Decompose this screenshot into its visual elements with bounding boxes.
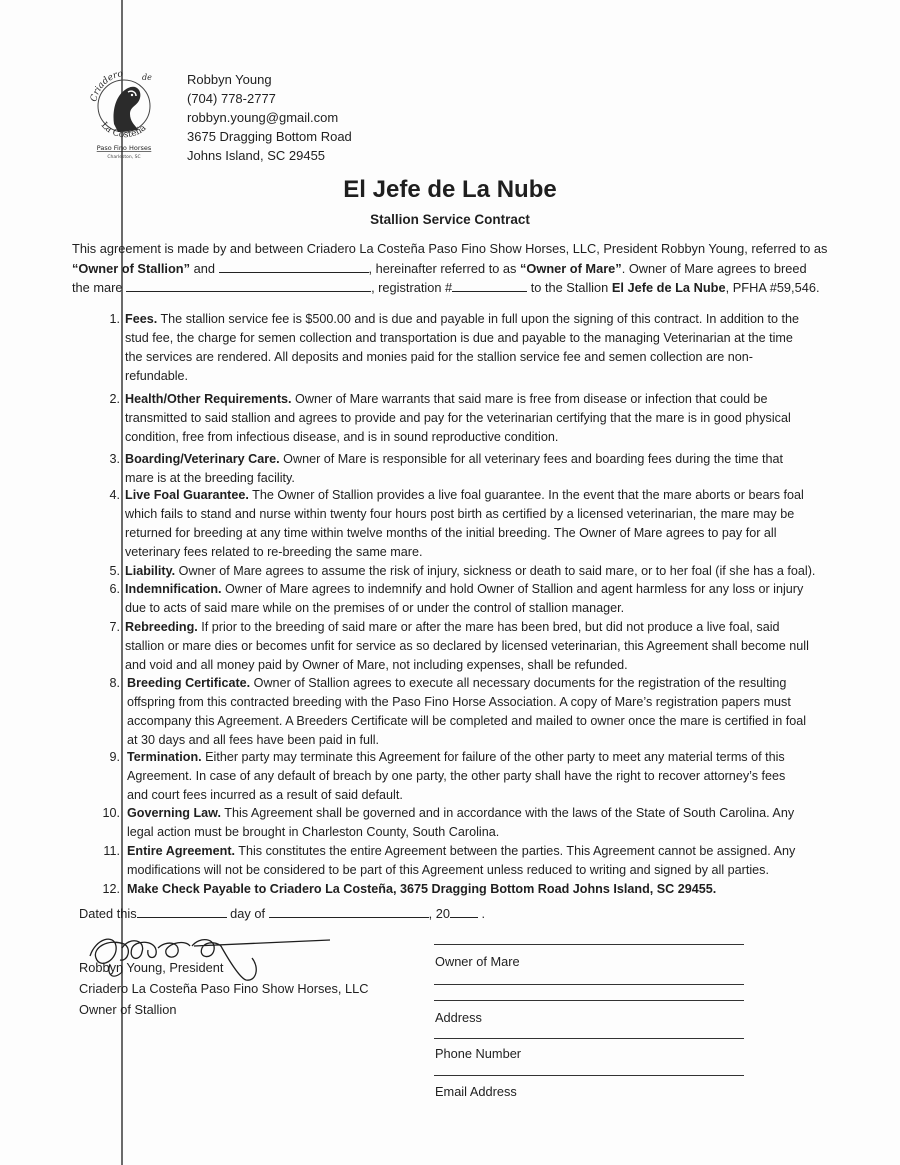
clause-line: which fails to stand and nurse within twenty four hours post birth as certified by a licensed veterinarian, the mare may be [125,507,795,521]
dated-text: Dated this [79,906,137,921]
dated-text: day of [226,906,269,921]
document-subtitle: Stallion Service Contract [370,212,530,227]
clause-line: Either party may terminate this Agreement for failure of the other party to meet any material terms of this [201,750,785,764]
clause-line: legal action must be brought in Charleston County, South Carolina. [127,825,500,839]
clause-heading: Termination. [127,750,202,764]
farm-logo [84,62,164,174]
address-line-1[interactable] [434,984,744,985]
clause-body [125,310,850,386]
clause-number: 7. [109,620,120,634]
clause-body [125,580,850,618]
address-line-2[interactable] [434,1000,744,1001]
clause-line: Owner of Mare is responsible for all veterinary fees and boarding fees during the time that [279,452,784,466]
intro-text: , registration # [371,280,453,295]
clause-line: modifications will not be considered to be part of this Agreement unless reduced to writing and signed by all parties. [127,863,769,877]
address-label: Address [435,1010,482,1025]
clause-line: returned for breeding at any time within twelve months of the initial breeding. The Owner of Mare agrees to pay for all [125,526,777,540]
clause-heading: Health/Other Requirements. [125,392,292,406]
intro-text: to the Stallion [527,280,612,295]
clause-line: stallion or mare dies or becomes unfit for service as so declared by licensed veterinarian, this Agreement shall become null [125,639,809,653]
intro-text: and [190,260,219,276]
intro-line-3 [72,278,842,298]
clause-number: 6. [109,582,120,596]
intro-text: . Owner of Mare agrees to breed [621,260,807,276]
contact-city: Johns Island, SC 29455 [187,148,326,163]
clause-line: due to acts of said mare while on the premises of or under the control of stallion manager. [125,601,625,615]
clause-line: If prior to the breeding of said mare or after the mare has been bred, but did not produce a live foal, said [197,620,780,634]
stallion-name: El Jefe de La Nube [611,280,726,295]
clause-line: The Owner of Stallion provides a live foal guarantee. In the event that the mare aborts or bears foal [248,488,804,502]
owner-of-mare-term: “Owner of Mare” [520,260,622,276]
registration-number-blank[interactable] [452,279,527,292]
clause-heading: Liability. [125,564,176,578]
year-blank[interactable] [450,905,478,918]
logo-arc-bottom: La Costeña [98,120,149,141]
clause-body [127,748,852,805]
owner-of-mare-signature-line[interactable] [434,944,744,945]
clause-line: This Agreement shall be governed and in accordance with the laws of the State of South Carolina. Any [221,806,795,820]
clause-number: 1. [109,312,120,326]
intro-paragraph [72,239,842,298]
owner-of-mare-label: Owner of Mare [435,954,520,969]
phone-line[interactable] [434,1038,744,1039]
signer-role: Owner of Stallion [79,1002,177,1017]
clause-number: 3. [109,452,120,466]
clause-line: and void and all money paid by Owner of Mare, not including expenses, shall be refunded. [125,658,628,672]
clause-heading: Indemnification. [125,582,222,596]
clause-line: condition, free from infectious disease, and is in sound reproductive condition. [125,430,559,444]
logo-arc-top: Criadero [89,69,124,103]
clause-body [127,674,852,750]
clause-line: refundable. [125,369,189,383]
clause-number: 10. [102,806,120,820]
clause-number: 8. [109,676,120,690]
clause-heading: Make Check Payable to Criadero La Costeña, 3675 Dragging Bottom Road Johns Island, SC 29455. [127,882,717,896]
stallion-owner-signature-block [79,957,369,1020]
clause-body [125,390,850,447]
clause-line: transmitted to said stallion and agrees to provide and pay for the veterinarian certifying that the mare is in good physical [125,411,791,425]
clause-line: at 30 days and all fees have been paid in full. [127,733,380,747]
intro-line-1: This agreement is made by and between Criadero La Costeña Paso Fino Show Horses, LLC, President Robbyn Young, referred to as [72,241,828,256]
intro-text: , PFHA #59,546. [725,280,820,295]
clause-line: and court fees incurred as a result of said default. [127,788,403,802]
contact-email: robbyn.young@gmail.com [187,110,339,125]
owner-of-stallion-term: “Owner of Stallion” [72,260,191,276]
logo-arc-top-end: de [142,73,152,82]
email-label: Email Address [435,1084,517,1099]
mare-name-blank[interactable] [126,279,371,292]
clause-line: Owner of Mare agrees to indemnify and hold Owner of Stallion and agent harmless for any loss or injury [221,582,804,596]
document-title: El Jefe de La Nube [343,176,557,203]
clause-line: veterinary fees related to re-breeding the same mare. [125,545,423,559]
clause-line: offspring from this contracted breeding with the Paso Fino Horse Association. A copy of Mare’s registration papers must [127,695,791,709]
clause-line: the services are rendered. All deposits and monies paid for the stallion service fee and semen collection are non- [125,350,753,364]
clause-line: Agreement. In case of any default of breach by one party, the other party shall have the right to recover attorney’s fees [127,769,786,783]
clause-number: 11. [103,844,120,858]
clause-body [125,486,850,562]
logo-small-text: Charleston, SC [107,155,141,160]
intro-line-2 [72,259,842,279]
clause-line: This constitutes the entire Agreement between the parties. This Agreement cannot be assigned. Any [235,844,796,858]
clause-line: stud fee, the charge for semen collection and transportation is due and payable to the managing Veterinarian at the time [125,331,793,345]
clause-heading: Fees. [125,312,158,326]
clause-heading: Boarding/Veterinary Care. [125,452,280,466]
clause-heading: Governing Law. [127,806,221,820]
contact-phone: (704) 778-2777 [187,91,276,106]
clause-number: 4. [109,488,120,502]
clause-body [125,450,850,488]
month-blank[interactable] [269,905,429,918]
clause-heading: Rebreeding. [125,620,198,634]
clause-heading: Live Foal Guarantee. [125,488,249,502]
clause-line: mare is at the breeding facility. [125,471,295,485]
contact-name: Robbyn Young [187,72,272,87]
contact-block [187,70,352,165]
dated-text: . [477,906,486,921]
clause-number: 5. [109,564,120,578]
mare-owner-name-blank[interactable] [219,260,369,273]
contact-street: 3675 Dragging Bottom Road [187,129,352,144]
clause-heading: Entire Agreement. [127,844,236,858]
clause-number: 9. [109,750,120,764]
signer-name: Robbyn Young, President [79,960,224,975]
clause-body [125,562,850,581]
signer-company: Criadero La Costeña Paso Fino Show Horses, LLC [79,981,369,996]
email-line[interactable] [434,1075,744,1076]
clause-body [127,804,852,842]
logo-tagline: Paso Fino Horses [96,144,152,152]
phone-label: Phone Number [435,1046,522,1061]
clause-heading: Breeding Certificate. [127,676,251,690]
clause-line: Owner of Mare agrees to assume the risk of injury, sickness or death to said mare, or to her foal (if she has a foal). [175,564,816,578]
day-blank[interactable] [137,905,227,918]
dated-text: , 20 [428,906,450,921]
intro-text: the mare [72,280,127,295]
clause-number: 12. [102,882,120,896]
intro-text: , hereinafter referred to as [368,260,521,276]
clause-number: 2. [109,392,120,406]
clause-line: accompany this Agreement. A Breeders Certificate will be completed and mailed to owner once the mare is certified in foal [127,714,807,728]
clause-line: Owner of Stallion agrees to execute all necessary documents for the registration of the resulting [250,676,787,690]
clause-body [127,842,852,880]
clause-body [125,618,850,675]
clause-line: The stallion service fee is $500.00 and is due and payable in full upon the signing of this contract. In addition to the [157,312,799,326]
clause-body [127,880,852,899]
clause-line: Owner of Mare warrants that said mare is free from disease or infection that could be [291,392,768,406]
